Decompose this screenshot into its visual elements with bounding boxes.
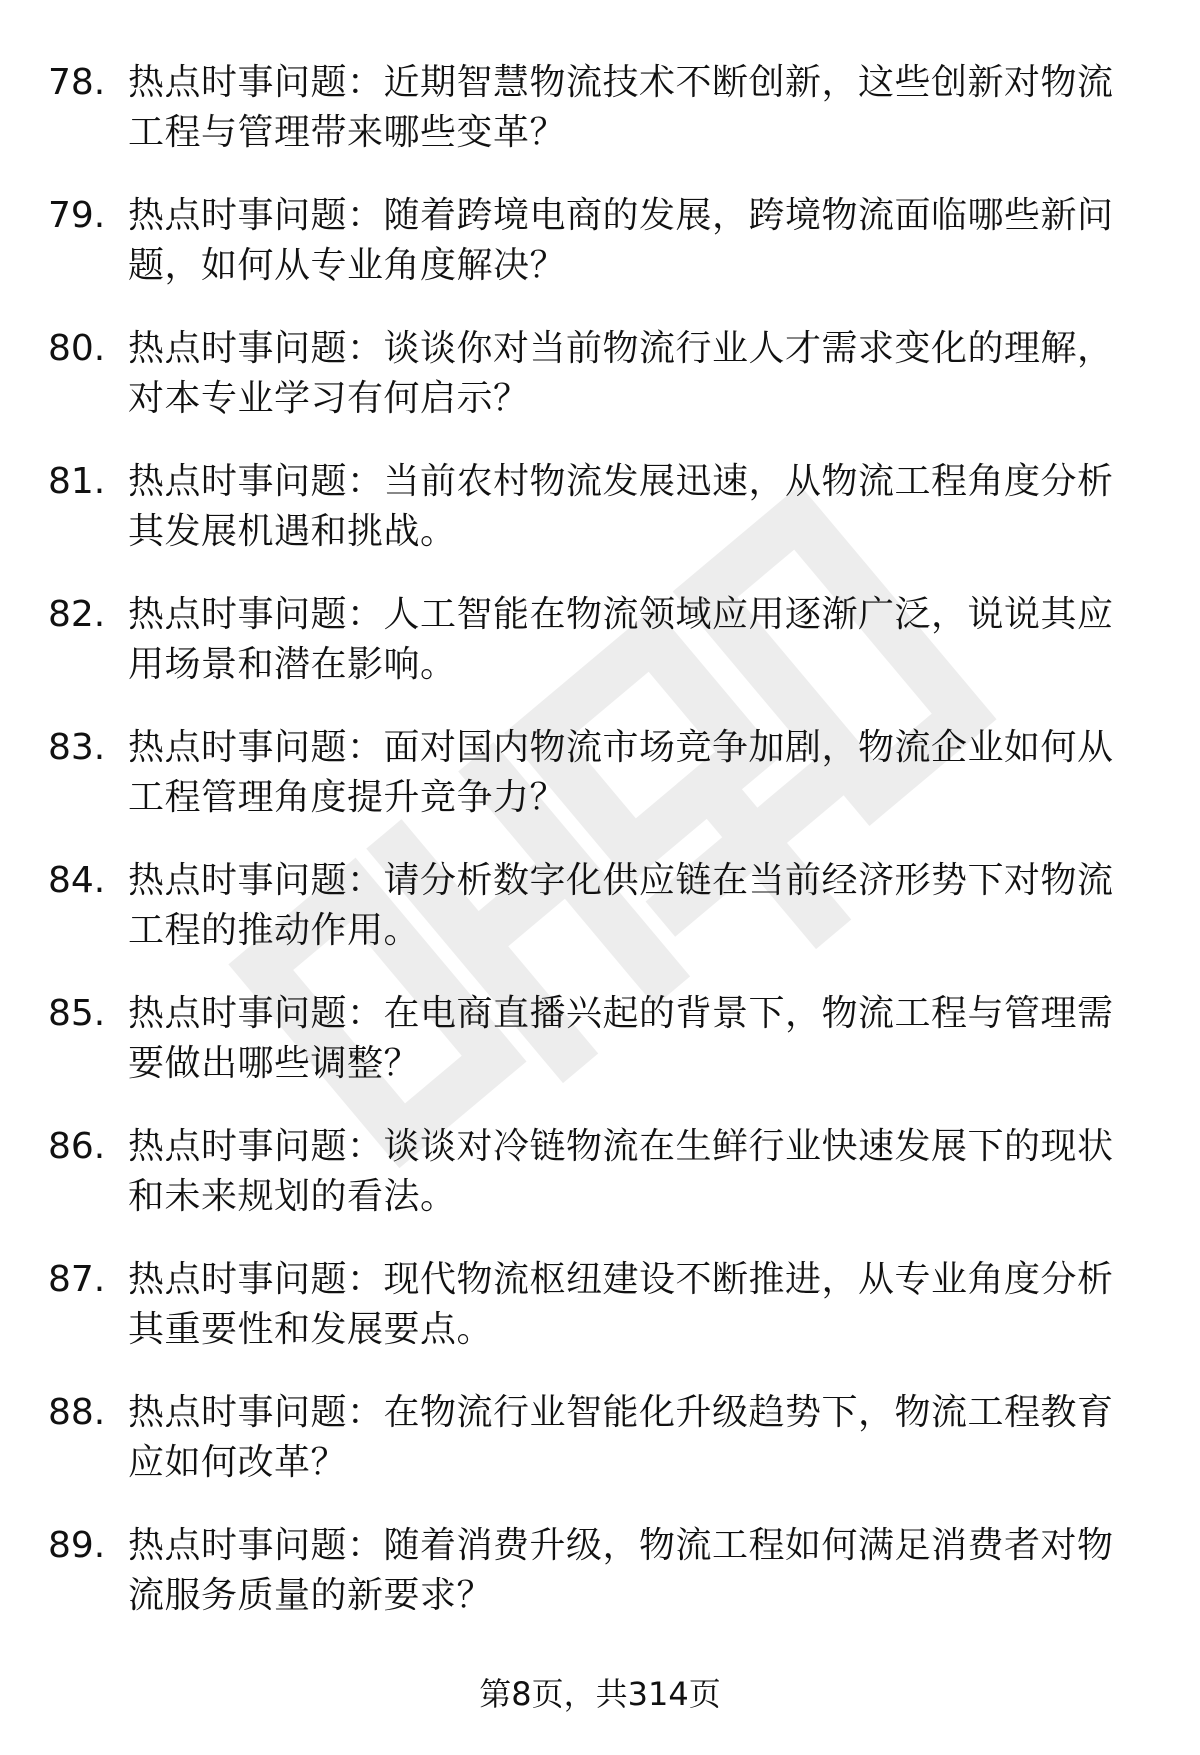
question-text: 热点时事问题：当前农村物流发展迅速，从物流工程角度分析其发展机遇和挑战。 — [128, 461, 1114, 552]
question-item — [0, 1521, 1200, 1654]
question-number: 80. — [48, 328, 106, 369]
question-number: 78. — [48, 62, 106, 103]
question-text: 热点时事问题：近期智慧物流技术不断创新，这些创新对物流工程与管理带来哪些变革？ — [128, 62, 1114, 153]
question-text: 热点时事问题：面对国内物流市场竞争加剧，物流企业如何从工程管理角度提升竞争力？ — [128, 727, 1114, 818]
question-text: 热点时事问题：人工智能在物流领域应用逐渐广泛，说说其应用场景和潜在影响。 — [128, 594, 1114, 685]
question-text: 热点时事问题：在物流行业智能化升级趋势下，物流工程教育应如何改革？ — [128, 1392, 1114, 1483]
question-text: 热点时事问题：谈谈对冷链物流在生鲜行业快速发展下的现状和未来规划的看法。 — [128, 1126, 1114, 1217]
question-item — [0, 191, 1200, 324]
question-text: 热点时事问题：随着跨境电商的发展，跨境物流面临哪些新问题，如何从专业角度解决？ — [128, 195, 1114, 286]
question-item — [0, 1388, 1200, 1521]
question-number: 86. — [48, 1126, 106, 1167]
page-number-footer: 第8页，共314页 — [479, 1675, 721, 1713]
question-list — [0, 58, 1200, 1654]
question-number: 89. — [48, 1525, 106, 1566]
question-number: 87. — [48, 1259, 106, 1300]
question-text: 热点时事问题：请分析数字化供应链在当前经济形势下对物流工程的推动作用。 — [128, 860, 1114, 951]
question-number: 83. — [48, 727, 106, 768]
question-number: 85. — [48, 993, 106, 1034]
question-number: 79. — [48, 195, 106, 236]
question-item — [0, 1122, 1200, 1255]
question-text: 热点时事问题：谈谈你对当前物流行业人才需求变化的理解，对本专业学习有何启示？ — [128, 328, 1114, 419]
question-item — [0, 324, 1200, 457]
question-item — [0, 723, 1200, 856]
question-text: 热点时事问题：随着消费升级，物流工程如何满足消费者对物流服务质量的新要求？ — [128, 1525, 1114, 1616]
question-item — [0, 590, 1200, 723]
question-item — [0, 989, 1200, 1122]
question-item — [0, 58, 1200, 191]
question-text: 热点时事问题：在电商直播兴起的背景下，物流工程与管理需要做出哪些调整？ — [128, 993, 1114, 1084]
question-number: 81. — [48, 461, 106, 502]
question-text: 热点时事问题：现代物流枢纽建设不断推进，从专业角度分析其重要性和发展要点。 — [128, 1259, 1114, 1350]
question-item — [0, 856, 1200, 989]
question-item — [0, 457, 1200, 590]
question-item — [0, 1255, 1200, 1388]
question-number: 84. — [48, 860, 106, 901]
question-number: 88. — [48, 1392, 106, 1433]
question-number: 82. — [48, 594, 106, 635]
